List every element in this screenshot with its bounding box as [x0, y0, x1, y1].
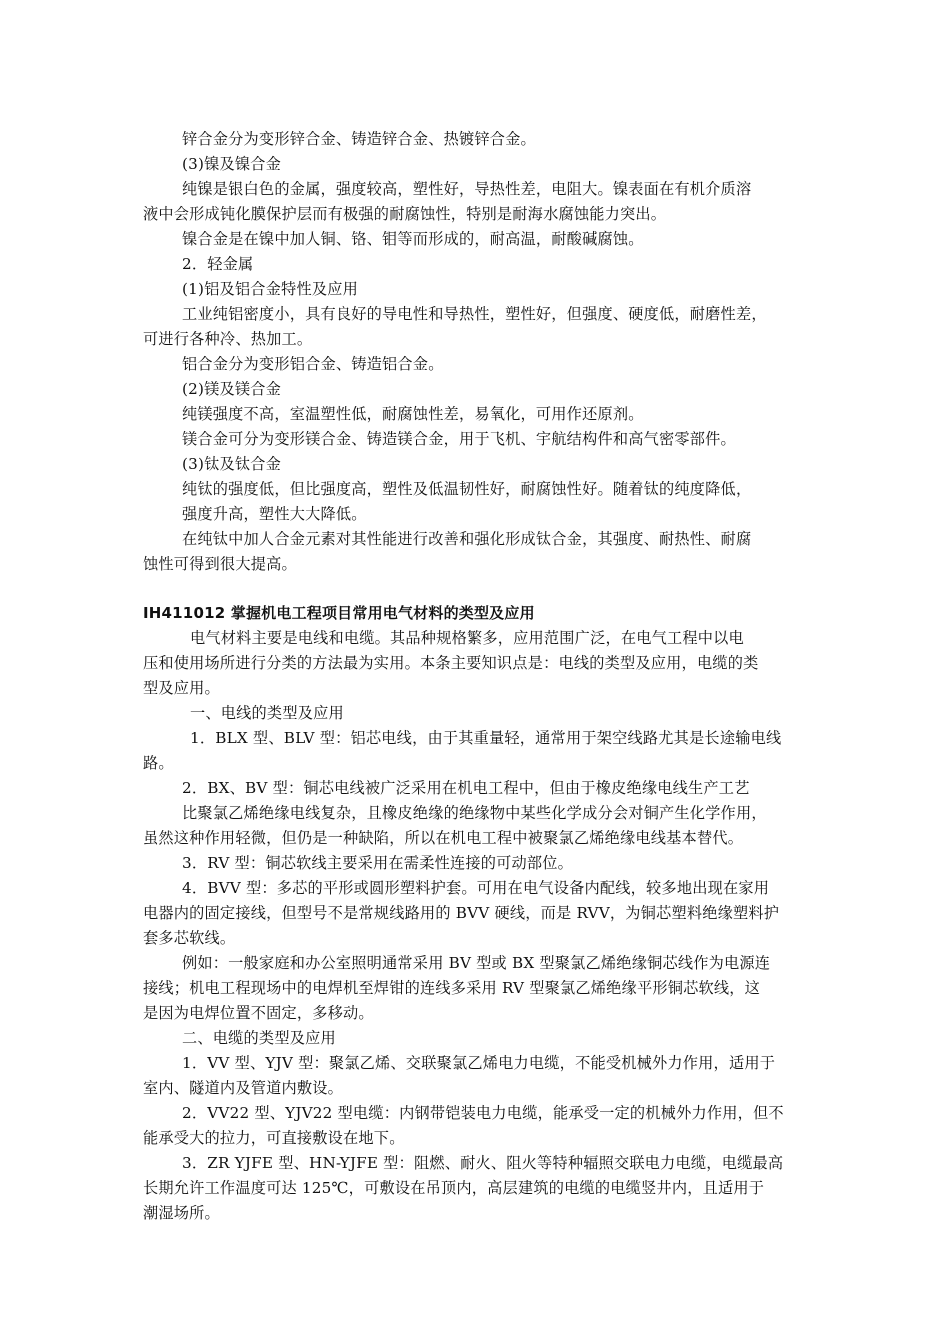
- text-line: 纯镍是银白色的金属，强度较高，塑性好，导热性差，电阻大。镍表面在有机介质溶: [182, 180, 752, 198]
- text-line: 室内、隧道内及管道内敷设。: [143, 1079, 344, 1097]
- text-line: 强度升高，塑性大大降低。: [182, 505, 367, 523]
- text-line: 镍合金是在镍中加人铜、铬、钼等而形成的，耐高温，耐酸碱腐蚀。: [182, 230, 644, 248]
- text-line: 3．ZR YJFE 型、HN-YJFE 型：阻燃、耐火、阻火等特种辐照交联电力电缆，电缆最高: [182, 1154, 784, 1172]
- text-line: 电器内的固定接线，但型号不是常规线路用的 BVV 硬线，而是 RVV，为铜芯塑料绝缘塑料护: [143, 904, 780, 922]
- text-line: 2．BX、BV 型：铜芯电线被广泛采用在机电工程中，但由于橡皮绝缘电线生产工艺: [182, 779, 750, 797]
- text-line: 1．VV 型、YJV 型：聚氯乙烯、交联聚氯乙烯电力电缆，不能受机械外力作用，适用于: [182, 1054, 776, 1072]
- text-line: 能承受大的拉力，可直接敷设在地下。: [143, 1129, 405, 1147]
- text-line: 潮湿场所。: [143, 1204, 220, 1222]
- text-line: 在纯钛中加人合金元素对其性能进行改善和强化形成钛合金，其强度、耐热性、耐腐: [182, 530, 752, 548]
- section-heading: IH411012 掌握机电工程项目常用电气材料的类型及应用: [143, 604, 535, 622]
- text-line: 电气材料主要是电线和电缆。其品种规格繁多，应用范围广泛，在电气工程中以电: [190, 629, 744, 647]
- text-line: 是因为电焊位置不固定，多移动。: [143, 1004, 374, 1022]
- text-line: 2．VV22 型、YJV22 型电缆：内钢带铠装电力电缆，能承受一定的机械外力作用，但不: [182, 1104, 784, 1122]
- text-line: 可进行各种冷、热加工。: [143, 330, 313, 348]
- section-label: (2)镁及镁合金: [182, 380, 282, 398]
- text-line: 蚀性可得到很大提高。: [143, 555, 297, 573]
- text-line: 镁合金可分为变形镁合金、铸造镁合金，用于飞机、宇航结构件和高气密零部件。: [182, 430, 736, 448]
- text-line: 3．RV 型：铜芯软线主要采用在需柔性连接的可动部位。: [182, 854, 574, 872]
- text-line: 1．BLX 型、BLV 型：铝芯电线，由于其重量轻，通常用于架空线路尤其是长途输电线: [190, 729, 782, 747]
- text-line: 型及应用。: [143, 679, 220, 697]
- text-line: 压和使用场所进行分类的方法最为实用。本条主要知识点是：电线的类型及应用，电缆的类: [143, 654, 759, 672]
- text-line: 锌合金分为变形锌合金、铸造锌合金、热镀锌合金。: [182, 130, 536, 148]
- text-line: 液中会形成钝化膜保护层而有极强的耐腐蚀性，特别是耐海水腐蚀能力突出。: [143, 205, 667, 223]
- text-line: 路。: [143, 754, 174, 772]
- section-label: 2．轻金属: [182, 255, 254, 273]
- section-label: (3)镍及镍合金: [182, 155, 282, 173]
- text-line: 铝合金分为变形铝合金、铸造铝合金。: [182, 355, 444, 373]
- text-line: 套多芯软线。: [143, 929, 236, 947]
- text-line: 接线；机电工程现场中的电焊机至焊钳的连线多采用 RV 型聚氯乙烯绝缘平形铜芯软线，这: [143, 979, 761, 997]
- text-line: 比聚氯乙烯绝缘电线复杂，且橡皮绝缘的绝缘物中某些化学成分会对铜产生化学作用，: [182, 804, 767, 822]
- text-line: 纯镁强度不高，室温塑性低，耐腐蚀性差，易氧化，可用作还原剂。: [182, 405, 644, 423]
- section-label: (1)铝及铝合金特性及应用: [182, 280, 358, 298]
- text-line: 长期允许工作温度可达 125℃，可敷设在吊顶内，高层建筑的电缆的电缆竖井内，且适用于: [143, 1179, 765, 1197]
- section-label: (3)钛及钛合金: [182, 455, 282, 473]
- subsection-heading: 一、电线的类型及应用: [190, 704, 344, 722]
- text-line: 纯钛的强度低，但比强度高，塑性及低温韧性好，耐腐蚀性好。随着钛的纯度降低，: [182, 480, 752, 498]
- text-line: 虽然这种作用轻微，但仍是一种缺陷，所以在机电工程中被聚氯乙烯绝缘电线基本替代。: [143, 829, 744, 847]
- text-line: 4．BVV 型：多芯的平形或圆形塑料护套。可用在电气设备内配线，较多地出现在家用: [182, 879, 770, 897]
- subsection-heading: 二、电缆的类型及应用: [182, 1029, 336, 1047]
- text-line: 工业纯铝密度小，具有良好的导电性和导热性，塑性好，但强度、硬度低，耐磨性差，: [182, 305, 767, 323]
- text-line: 例如：一般家庭和办公室照明通常采用 BV 型或 BX 型聚氯乙烯绝缘铜芯线作为电源连: [182, 954, 771, 972]
